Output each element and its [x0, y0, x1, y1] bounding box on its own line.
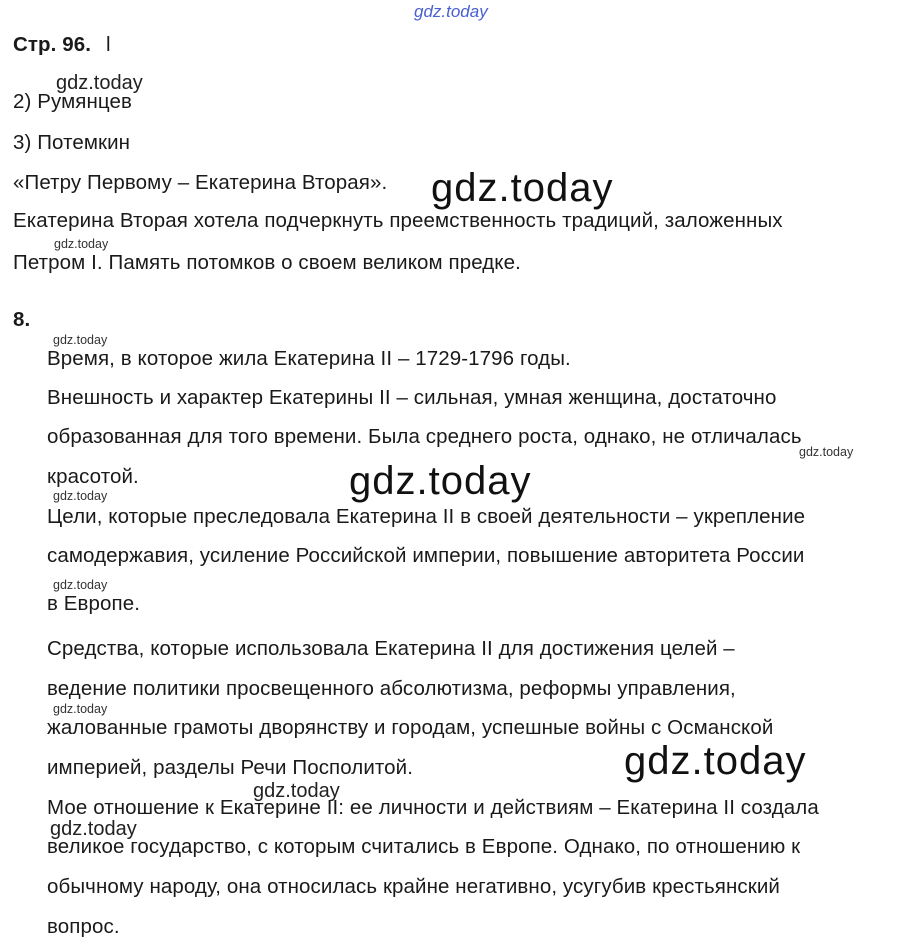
answer-line: самодержавия, усиление Российской империи, повышение авторитета России	[47, 544, 805, 567]
page-label: Стр. 96.	[13, 33, 92, 56]
explain-line-1: Екатерина Вторая хотела подчеркнуть преемственность традиций, заложенных	[13, 209, 783, 232]
section-number: 8.	[13, 308, 31, 331]
answer-line: великое государство, с которым считались в Европе. Однако, по отношению к	[47, 835, 801, 858]
watermark-small: gdz.today	[53, 489, 108, 503]
watermark-small: gdz.today	[54, 237, 109, 251]
answer-line: вопрос.	[47, 915, 120, 938]
answer-line: Время, в которое жила Екатерина II – 1729-1796 годы.	[47, 347, 571, 370]
answer-line: жалованные грамоты дворянству и городам, успешные войны с Османской	[47, 716, 774, 739]
answer-line: Внешность и характер Екатерины II – сильная, умная женщина, достаточно	[47, 386, 777, 409]
answer-item-2: 2) Румянцев	[13, 90, 133, 113]
watermark-small: gdz.today	[53, 333, 108, 347]
stray-mark: l	[106, 33, 111, 56]
watermark-top: gdz.today	[414, 2, 488, 21]
watermark-small: gdz.today	[53, 578, 108, 592]
watermark-big: gdz.today	[349, 459, 532, 503]
watermark-small: gdz.today	[799, 445, 854, 459]
answer-line: империей, разделы Речи Посполитой.	[47, 756, 414, 779]
watermark-mid: gdz.today	[50, 818, 137, 840]
answer-line: Цели, которые преследовала Екатерина II в своей деятельности – укрепление	[47, 505, 806, 528]
watermark-small: gdz.today	[53, 702, 108, 716]
answer-line: Мое отношение к Екатерине II: ее личности и действиям – Екатерина II создала	[47, 796, 819, 819]
answer-line: образованная для того времени. Была среднего роста, однако, не отличалась	[47, 425, 802, 448]
answer-line: Средства, которые использовала Екатерина II для достижения целей –	[47, 637, 735, 660]
answer-line: красотой.	[47, 465, 139, 488]
answer-item-3: 3) Потемкин	[13, 131, 131, 154]
answer-line: в Европе.	[47, 592, 141, 615]
explain-line-2: Петром I. Память потомков о своем великом предке.	[13, 251, 521, 274]
watermark-mid: gdz.today	[56, 72, 143, 94]
watermark-big: gdz.today	[624, 739, 807, 783]
answer-line: ведение политики просвещенного абсолютизма, реформы управления,	[47, 677, 736, 700]
watermark-mid: gdz.today	[253, 780, 340, 802]
answer-line: обычному народу, она относилась крайне негативно, усугубив крестьянский	[47, 875, 780, 898]
watermark-big: gdz.today	[431, 166, 614, 210]
answer-quote: «Петру Первому – Екатерина Вторая».	[13, 171, 388, 194]
